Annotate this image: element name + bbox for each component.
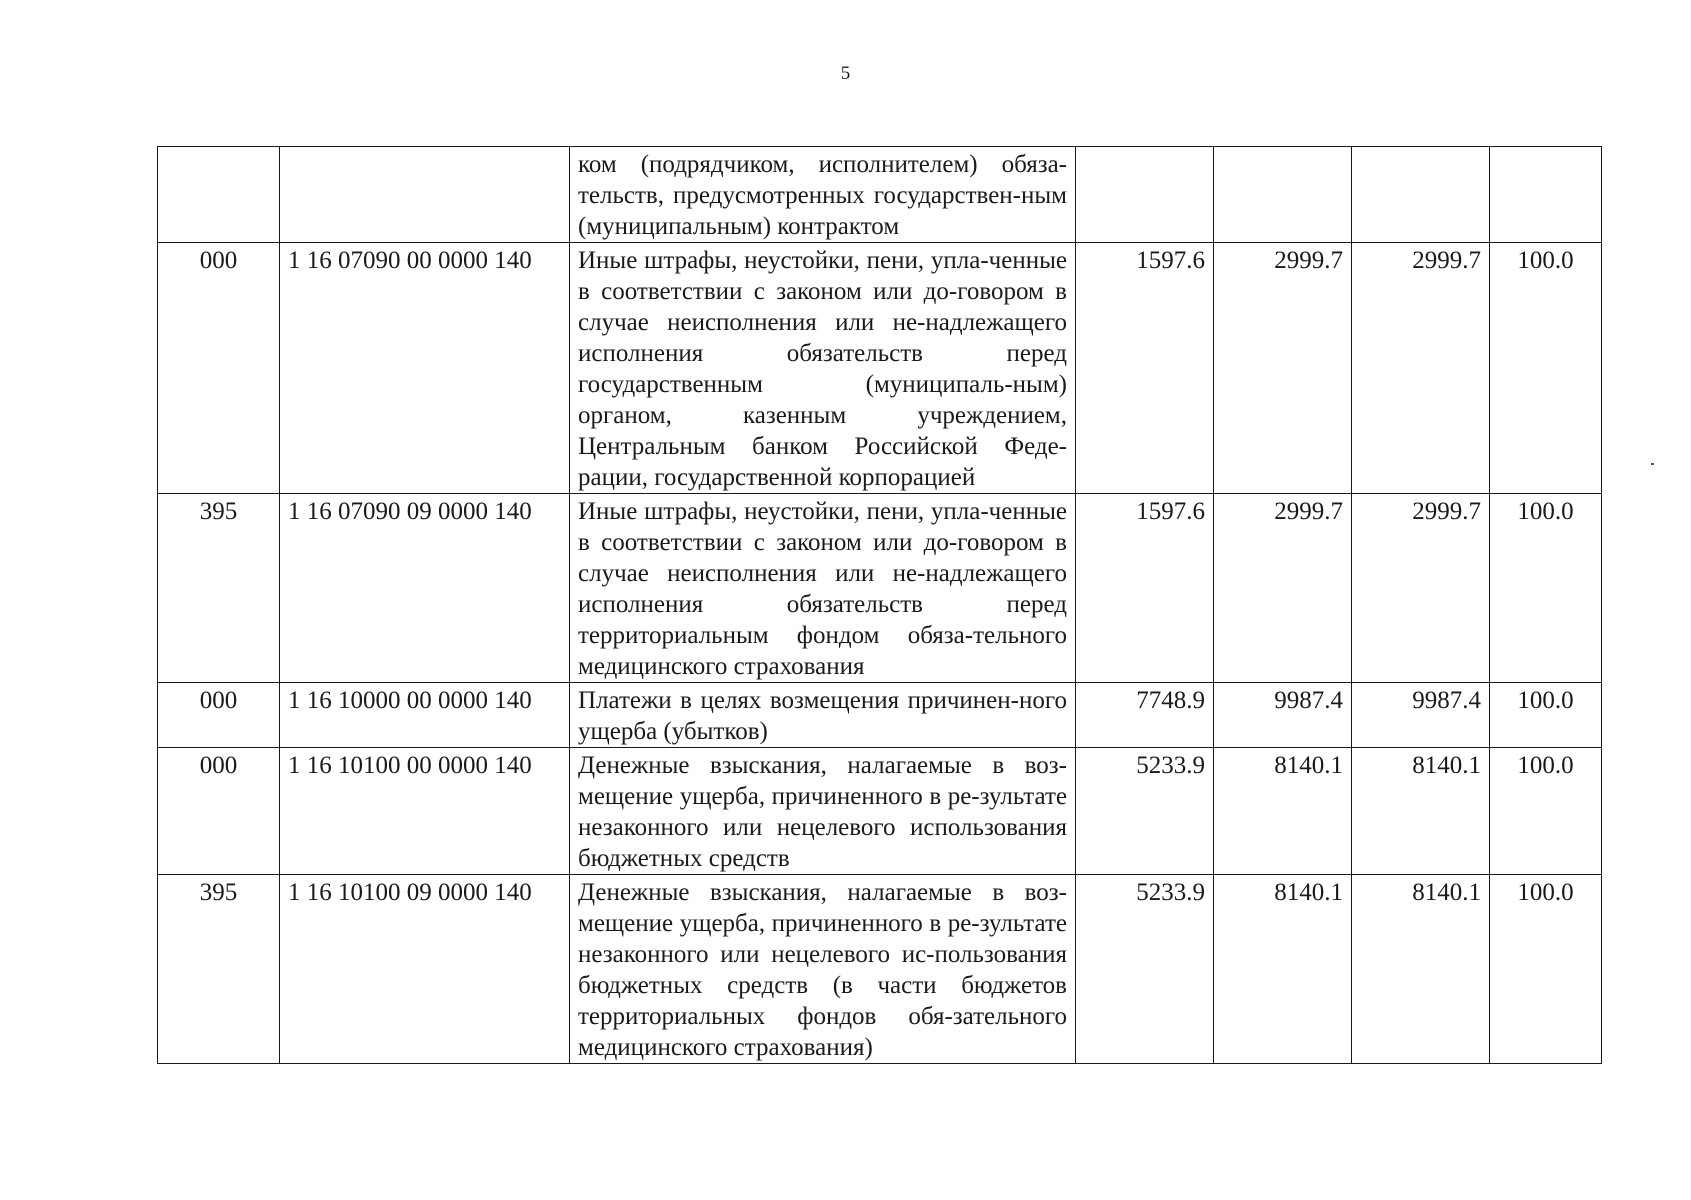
value-cell: 8140.1 bbox=[1214, 748, 1352, 875]
percent-cell: 100.0 bbox=[1490, 683, 1602, 748]
value-cell: 1597.6 bbox=[1076, 494, 1214, 683]
description-cell: ком (подрядчиком, исполнителем) обяза-тельств, предусмотренных государствен-ным (муниципальным) контрактом bbox=[570, 147, 1076, 243]
table-row bbox=[158, 243, 1602, 494]
value-cell: 5233.9 bbox=[1076, 748, 1214, 875]
percent-cell bbox=[1490, 147, 1602, 243]
value-cell: 8140.1 bbox=[1352, 875, 1490, 1064]
description-cell: Иные штрафы, неустойки, пени, упла-ченные в соответствии с законом или до-говором в случае неисполнения или не-надлежащего исполнения обязательств перед государственным (муниципаль-ным) органом, казенным учреждением, Центральным банком Российской Феде-рации, государственной корпорацией bbox=[570, 243, 1076, 494]
table-row bbox=[158, 875, 1602, 1064]
budget-code-cell bbox=[280, 147, 570, 243]
description-cell: Денежные взыскания, налагаемые в воз-мещение ущерба, причиненного в ре-зультате незаконного или нецелевого ис-пользования бюджетных средств (в части бюджетов территориальных фондов обя-зательного медицинского страхования) bbox=[570, 875, 1076, 1064]
budget-code-cell: 1 16 10000 00 0000 140 bbox=[280, 683, 570, 748]
description-cell: Денежные взыскания, налагаемые в воз-мещение ущерба, причиненного в ре-зультате незаконного или нецелевого использования бюджетных средств bbox=[570, 748, 1076, 875]
value-cell bbox=[1352, 147, 1490, 243]
value-cell: 1597.6 bbox=[1076, 243, 1214, 494]
admin-code-cell: 000 bbox=[158, 748, 280, 875]
value-cell: 2999.7 bbox=[1352, 494, 1490, 683]
admin-code-cell bbox=[158, 147, 280, 243]
table-row bbox=[158, 748, 1602, 875]
value-cell bbox=[1076, 147, 1214, 243]
percent-cell: 100.0 bbox=[1490, 494, 1602, 683]
admin-code-cell: 395 bbox=[158, 875, 280, 1064]
admin-code-cell: 395 bbox=[158, 494, 280, 683]
table-row bbox=[158, 494, 1602, 683]
budget-code-cell: 1 16 10100 00 0000 140 bbox=[280, 748, 570, 875]
admin-code-cell: 000 bbox=[158, 243, 280, 494]
page-number: 5 bbox=[840, 63, 851, 84]
value-cell: 9987.4 bbox=[1352, 683, 1490, 748]
description-cell: Иные штрафы, неустойки, пени, упла-ченные в соответствии с законом или до-говором в случае неисполнения или не-надлежащего исполнения обязательств перед территориальным фондом обяза-тельного медицинского страхования bbox=[570, 494, 1076, 683]
value-cell: 9987.4 bbox=[1214, 683, 1352, 748]
admin-code-cell: 000 bbox=[158, 683, 280, 748]
budget-code-cell: 1 16 10100 09 0000 140 bbox=[280, 875, 570, 1064]
value-cell: 7748.9 bbox=[1076, 683, 1214, 748]
budget-code-cell: 1 16 07090 09 0000 140 bbox=[280, 494, 570, 683]
value-cell: 8140.1 bbox=[1214, 875, 1352, 1064]
percent-cell: 100.0 bbox=[1490, 748, 1602, 875]
value-cell: 2999.7 bbox=[1214, 243, 1352, 494]
percent-cell: 100.0 bbox=[1490, 875, 1602, 1064]
scan-speck bbox=[1651, 463, 1654, 465]
percent-cell: 100.0 bbox=[1490, 243, 1602, 494]
table-row bbox=[158, 683, 1602, 748]
value-cell: 5233.9 bbox=[1076, 875, 1214, 1064]
budget-code-cell: 1 16 07090 00 0000 140 bbox=[280, 243, 570, 494]
value-cell bbox=[1214, 147, 1352, 243]
value-cell: 2999.7 bbox=[1214, 494, 1352, 683]
description-cell: Платежи в целях возмещения причинен-ного ущерба (убытков) bbox=[570, 683, 1076, 748]
value-cell: 2999.7 bbox=[1352, 243, 1490, 494]
value-cell: 8140.1 bbox=[1352, 748, 1490, 875]
budget-table bbox=[157, 146, 1602, 1064]
table-row bbox=[158, 147, 1602, 243]
